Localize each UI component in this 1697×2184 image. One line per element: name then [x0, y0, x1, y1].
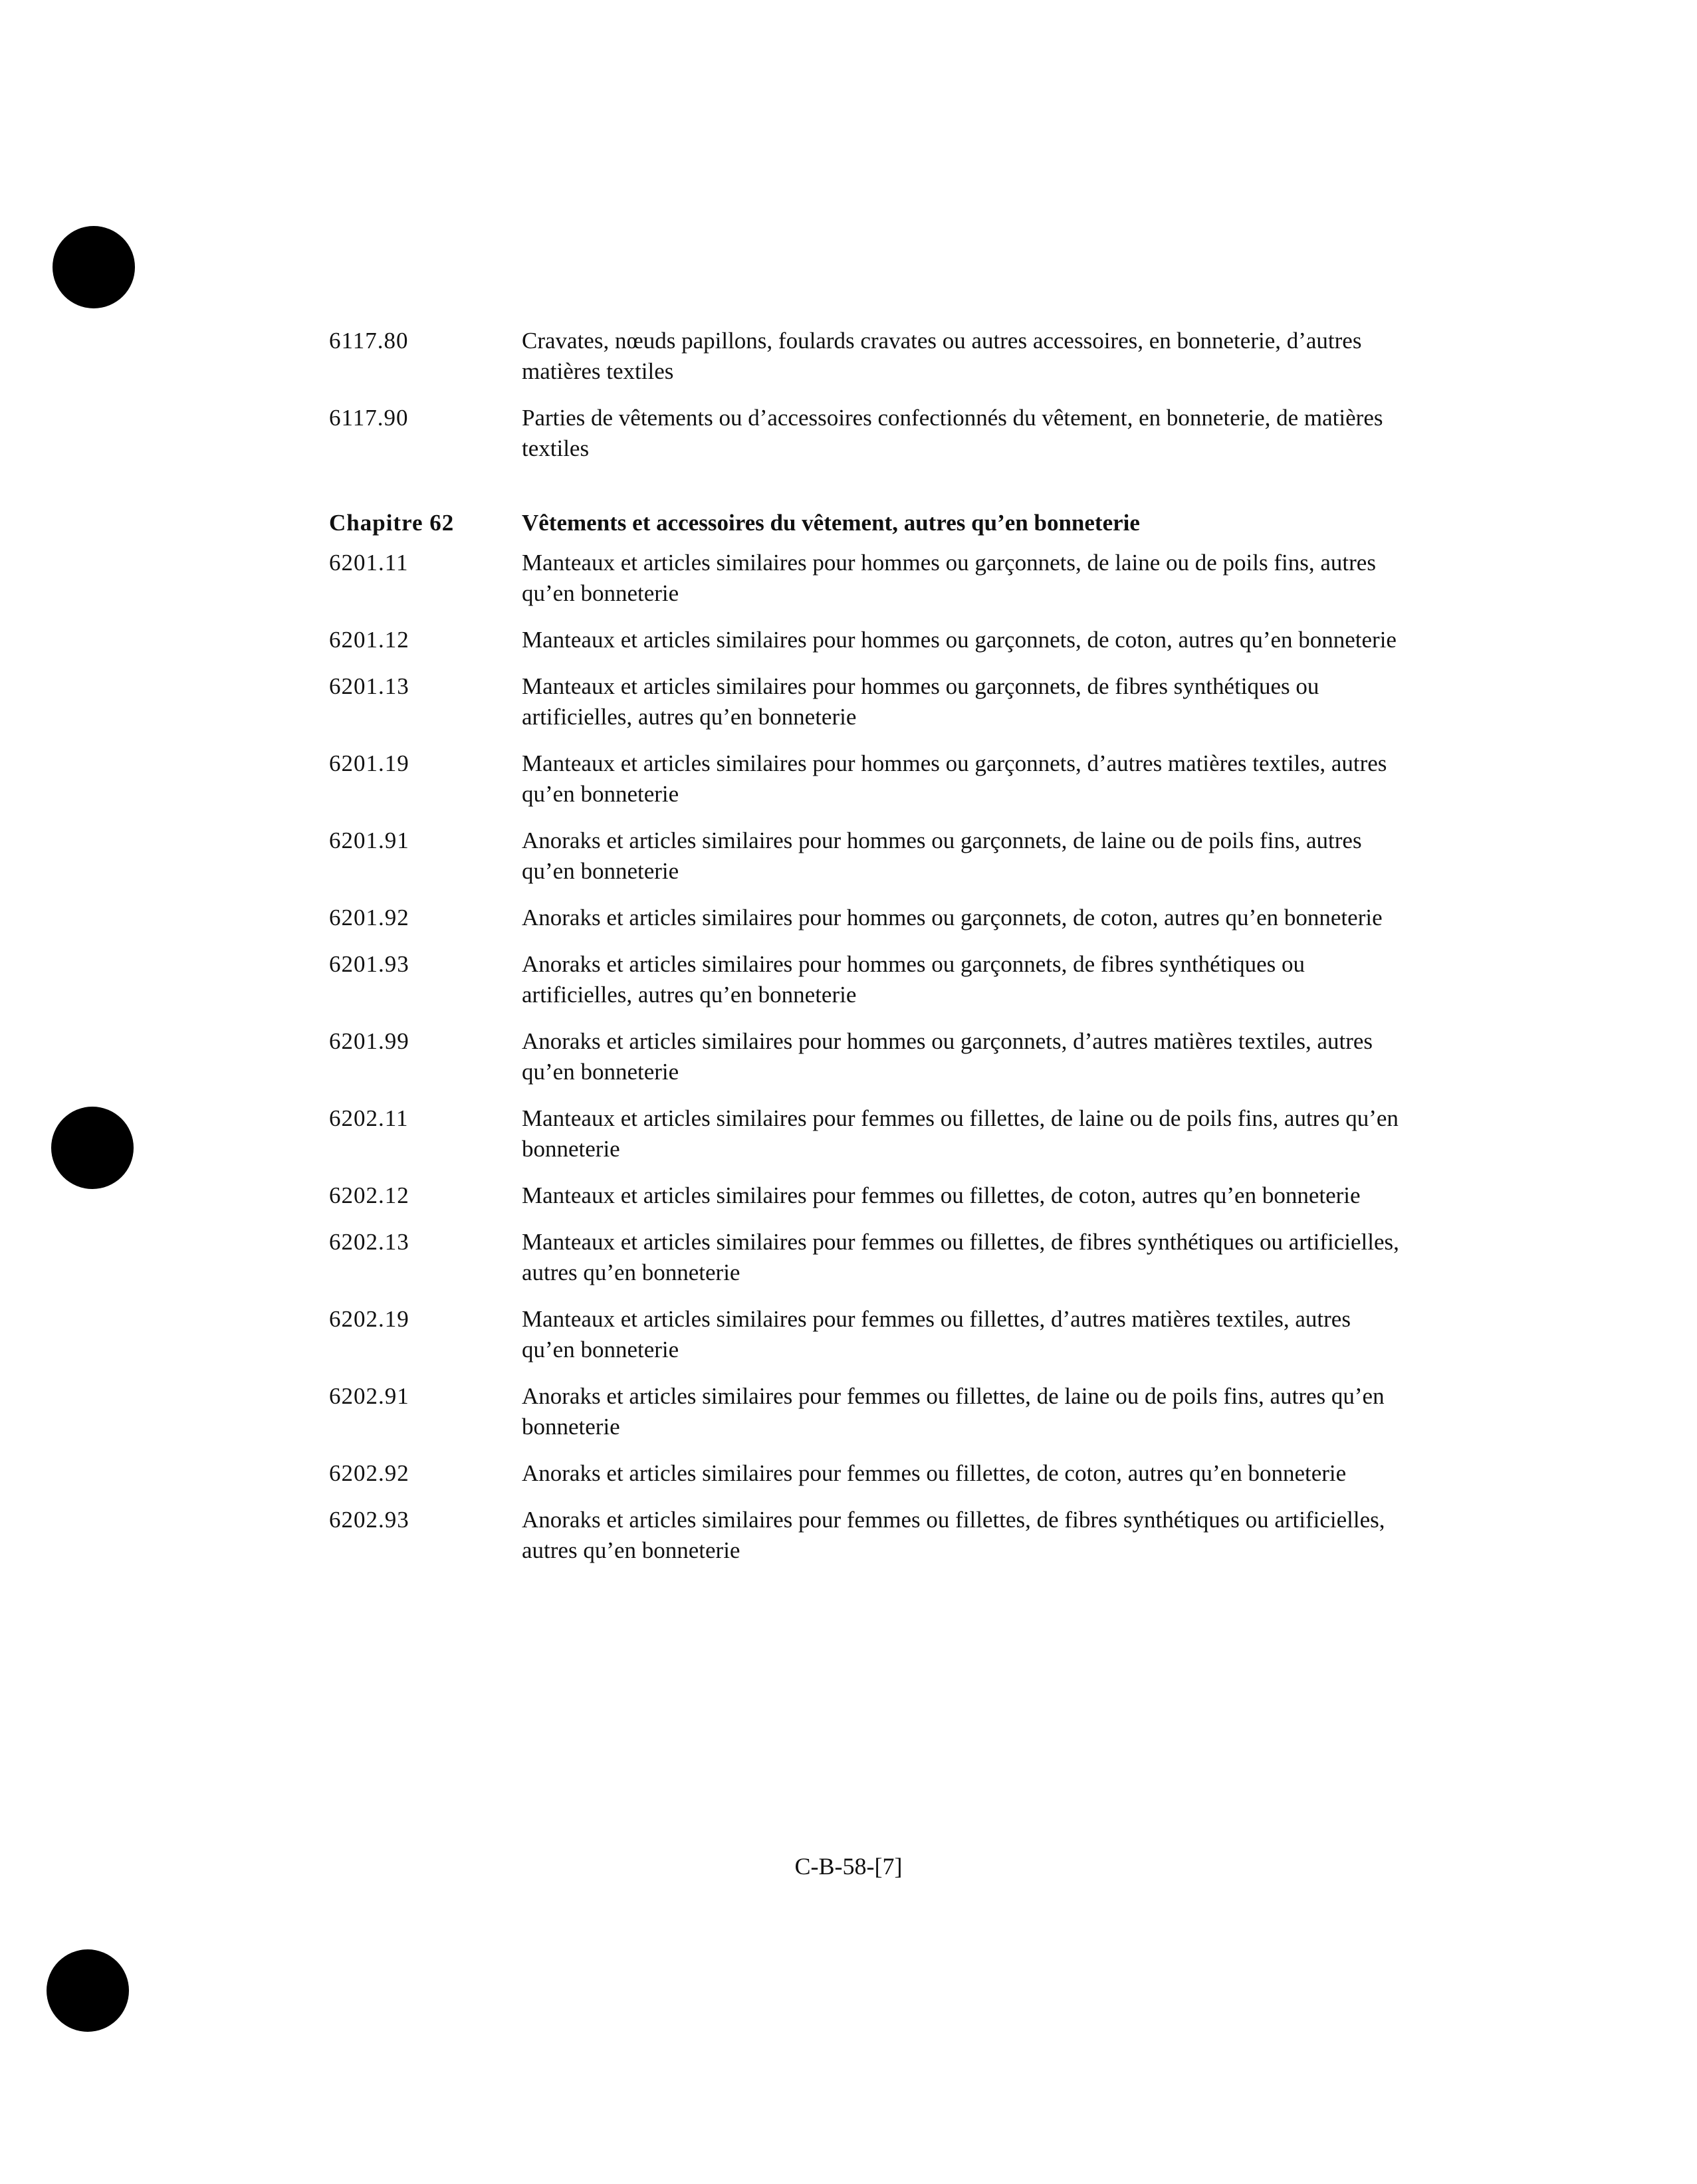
- tariff-code: 6202.11: [329, 1105, 409, 1131]
- tariff-entry: [329, 825, 1399, 887]
- tariff-description: Cravates, nœuds papillons, foulards cravates ou autres accessoires, en bonneterie, d’autres matières textiles: [522, 328, 1362, 384]
- tariff-description: Anoraks et articles similaires pour femmes ou fillettes, de fibres synthétiques ou artificielles, autres qu’en bonneterie: [522, 1507, 1385, 1563]
- tariff-entry: [329, 903, 1399, 933]
- tariff-description: Anoraks et articles similaires pour femmes ou fillettes, de coton, autres qu’en bonneterie: [522, 1460, 1347, 1486]
- tariff-code: 6202.93: [329, 1507, 409, 1533]
- tariff-description: Anoraks et articles similaires pour hommes ou garçonnets, d’autres matières textiles, autres qu’en bonneterie: [522, 1028, 1373, 1085]
- chapter-title: Vêtements et accessoires du vêtement, autres qu’en bonneterie: [522, 510, 1140, 536]
- tariff-entry: [329, 1381, 1399, 1442]
- chapter-label: Chapitre 62: [329, 510, 455, 536]
- tariff-entry: [329, 949, 1399, 1010]
- tariff-entry: [329, 1227, 1399, 1288]
- tariff-code: 6201.11: [329, 550, 409, 576]
- tariff-description: Anoraks et articles similaires pour femmes ou fillettes, de laine ou de poils fins, autres qu’en bonneterie: [522, 1383, 1385, 1440]
- tariff-entry: [329, 1458, 1399, 1489]
- tariff-code: 6201.19: [329, 750, 409, 776]
- tariff-code: 6202.19: [329, 1306, 409, 1332]
- tariff-code: 6201.99: [329, 1028, 409, 1054]
- chapter-heading: [329, 508, 1399, 538]
- tariff-entry: [329, 1180, 1399, 1211]
- tariff-code: 6201.91: [329, 827, 409, 853]
- tariff-code: 6202.91: [329, 1383, 409, 1409]
- tariff-code: 6201.12: [329, 627, 409, 653]
- tariff-entry: [329, 1103, 1399, 1164]
- page-reference: C-B-58-[7]: [794, 1853, 903, 1880]
- tariff-entry: [329, 671, 1399, 732]
- tariff-description: Anoraks et articles similaires pour hommes ou garçonnets, de laine ou de poils fins, autres qu’en bonneterie: [522, 827, 1362, 884]
- tariff-description: Manteaux et articles similaires pour hommes ou garçonnets, de fibres synthétiques ou artificielles, autres qu’en bonneterie: [522, 673, 1319, 730]
- tariff-description: Manteaux et articles similaires pour femmes ou fillettes, de coton, autres qu’en bonneterie: [522, 1182, 1361, 1208]
- tariff-code: 6202.12: [329, 1182, 409, 1208]
- tariff-code: 6117.80: [329, 328, 409, 354]
- tariff-entry: [329, 1505, 1399, 1566]
- tariff-entry: [329, 748, 1399, 810]
- tariff-list: [329, 326, 1399, 1582]
- tariff-code: 6201.93: [329, 951, 409, 977]
- tariff-entry: [329, 1026, 1399, 1087]
- tariff-description: Manteaux et articles similaires pour hommes ou garçonnets, d’autres matières textiles, autres qu’en bonneterie: [522, 750, 1387, 807]
- tariff-code: 6202.13: [329, 1229, 409, 1255]
- tariff-description: Manteaux et articles similaires pour hommes ou garçonnets, de coton, autres qu’en bonneterie: [522, 627, 1397, 653]
- tariff-description: Parties de vêtements ou d’accessoires confectionnés du vêtement, en bonneterie, de matières textiles: [522, 405, 1383, 461]
- tariff-entry: [329, 625, 1399, 655]
- tariff-description: Manteaux et articles similaires pour hommes ou garçonnets, de laine ou de poils fins, autres qu’en bonneterie: [522, 550, 1376, 606]
- punch-hole-middle: [51, 1107, 134, 1189]
- tariff-description: Anoraks et articles similaires pour hommes ou garçonnets, de fibres synthétiques ou artificielles, autres qu’en bonneterie: [522, 951, 1305, 1008]
- tariff-description: Manteaux et articles similaires pour femmes ou fillettes, de laine ou de poils fins, autres qu’en bonneterie: [522, 1105, 1399, 1162]
- punch-hole-bottom: [47, 1949, 129, 2032]
- tariff-entry: [329, 548, 1399, 609]
- tariff-code: 6202.92: [329, 1460, 409, 1486]
- previous-chapter-entries: [329, 326, 1399, 464]
- punch-hole-top: [53, 226, 135, 308]
- tariff-description: Manteaux et articles similaires pour femmes ou fillettes, d’autres matières textiles, autres qu’en bonneterie: [522, 1306, 1351, 1363]
- tariff-code: 6201.92: [329, 905, 409, 930]
- tariff-code: 6201.13: [329, 673, 409, 699]
- tariff-entry: [329, 403, 1399, 464]
- tariff-description: Manteaux et articles similaires pour femmes ou fillettes, de fibres synthétiques ou artificielles, autres qu’en bonneterie: [522, 1229, 1399, 1285]
- chapter-entries: [329, 548, 1399, 1566]
- tariff-entry: [329, 1304, 1399, 1365]
- tariff-description: Anoraks et articles similaires pour hommes ou garçonnets, de coton, autres qu’en bonneterie: [522, 905, 1383, 930]
- tariff-code: 6117.90: [329, 405, 409, 431]
- tariff-entry: [329, 326, 1399, 387]
